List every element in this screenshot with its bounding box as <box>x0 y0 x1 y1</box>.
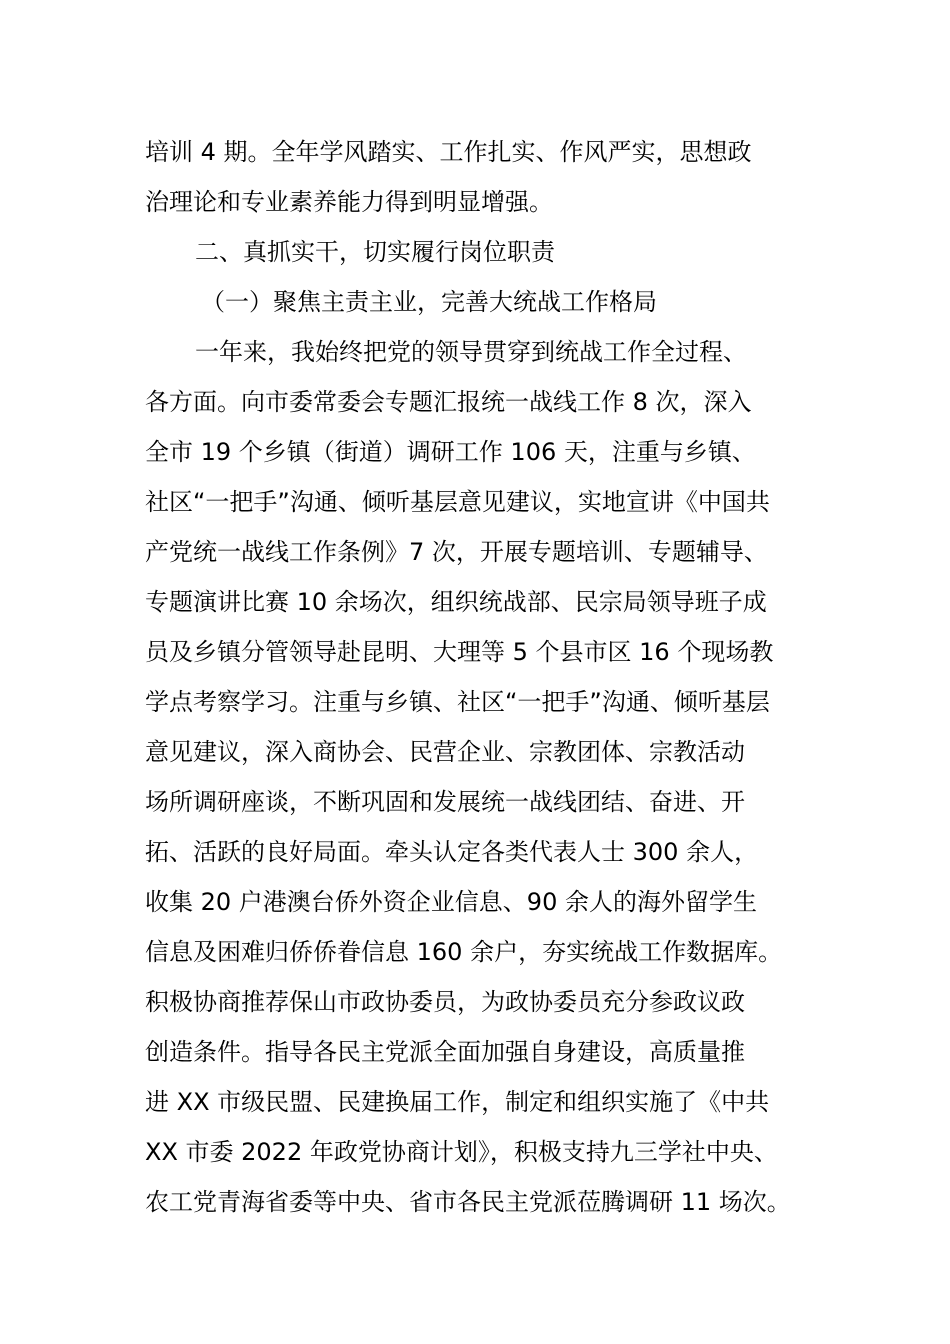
paragraph-line: 专题演讲比赛 10 余场次，组织统战部、民宗局领导班子成 <box>145 588 767 616</box>
paragraph-line: 信息及困难归侨侨眷信息 160 余户，夯实统战工作数据库。 <box>145 938 783 966</box>
document-body <box>145 127 825 1227</box>
paragraph-line: 收集 20 户港澳台侨外资企业信息、90 余人的海外留学生 <box>145 888 757 916</box>
paragraph-line: 积极协商推荐保山市政协委员，为政协委员充分参政议政 <box>145 988 745 1016</box>
subsection-heading: （一）聚焦主责主业，完善大统战工作格局 <box>201 288 657 316</box>
paragraph-line: 农工党青海省委等中央、省市各民主党派莅腾调研 11 场次。 <box>145 1188 791 1216</box>
paragraph-line: 进 XX 市级民盟、民建换届工作，制定和组织实施了《中共 <box>145 1088 770 1116</box>
paragraph-line: 意见建议，深入商协会、民营企业、宗教团体、宗教活动 <box>145 738 745 766</box>
paragraph-line: 社区“一把手”沟通、倾听基层意见建议，实地宣讲《中国共 <box>145 488 770 516</box>
paragraph-line: 治理论和专业素养能力得到明显增强。 <box>145 188 553 216</box>
paragraph-line: 拓、活跃的良好局面。牵头认定各类代表人士 300 余人， <box>145 838 759 866</box>
paragraph-line: 全市 19 个乡镇（街道）调研工作 106 天，注重与乡镇、 <box>145 438 756 466</box>
paragraph-line: 一年来，我始终把党的领导贯穿到统战工作全过程、 <box>195 338 747 366</box>
paragraph-line: 各方面。向市委常委会专题汇报统一战线工作 8 次，深入 <box>145 388 752 416</box>
paragraph-line: XX 市委 2022 年政党协商计划》，积极支持九三学社中央、 <box>145 1138 778 1166</box>
paragraph-line: 培训 4 期。全年学风踏实、工作扎实、作风严实，思想政 <box>145 138 752 166</box>
paragraph-line: 产党统一战线工作条例》7 次，开展专题培训、专题辅导、 <box>145 538 768 566</box>
paragraph-line: 创造条件。指导各民主党派全面加强自身建设，高质量推 <box>145 1038 745 1066</box>
paragraph-line: 场所调研座谈，不断巩固和发展统一战线团结、奋进、开 <box>145 788 745 816</box>
section-heading: 二、真抓实干，切实履行岗位职责 <box>195 238 555 266</box>
paragraph-line: 学点考察学习。注重与乡镇、社区“一把手”沟通、倾听基层 <box>145 688 770 716</box>
paragraph-line: 员及乡镇分管领导赴昆明、大理等 5 个县市区 16 个现场教 <box>145 638 774 666</box>
